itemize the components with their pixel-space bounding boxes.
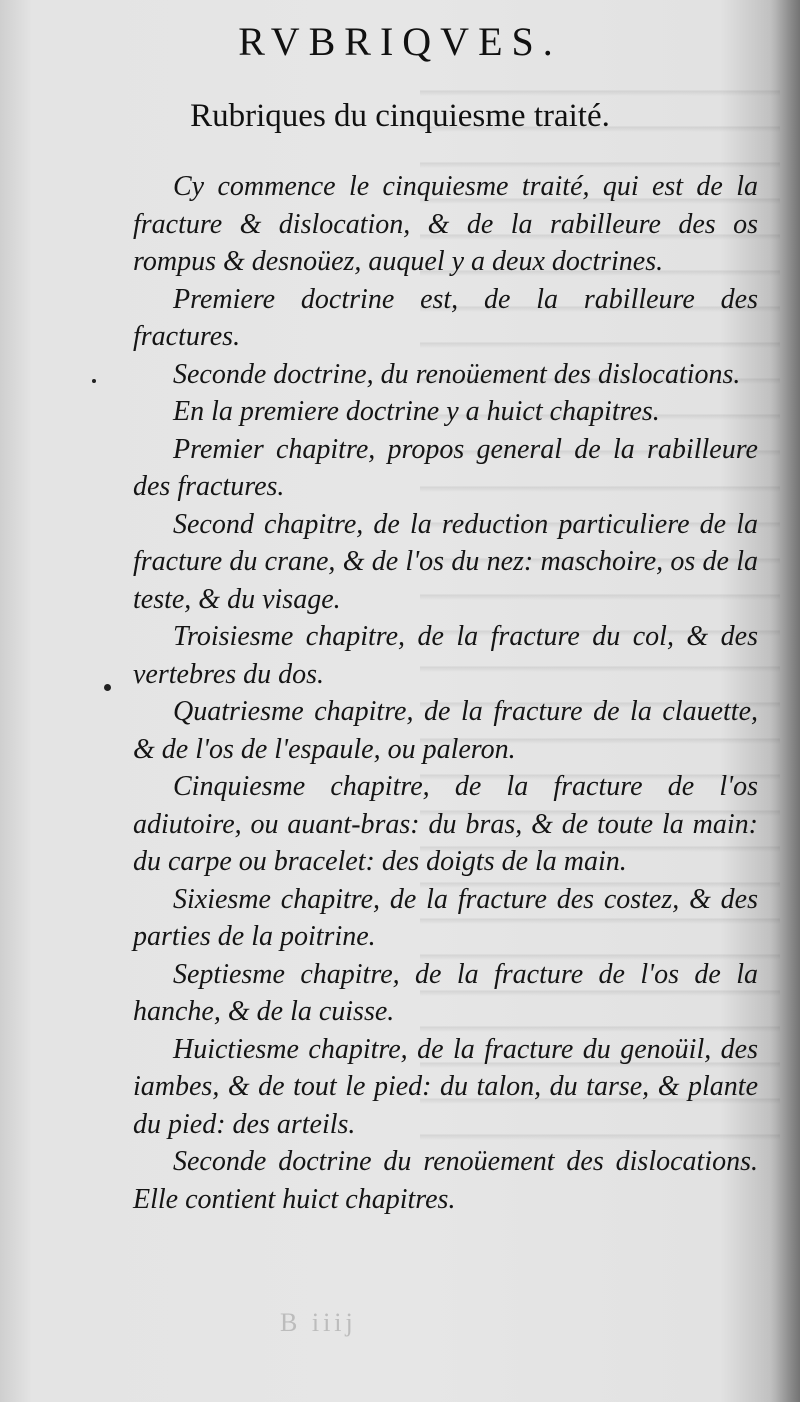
rubric-paragraph: Huictiesme chapitre, de la fracture du genoüil, des iambes, & de tout le pied: du talon, du tarse, & plante du pied: des arteils.: [133, 1033, 758, 1140]
rubric-paragraph: Cinquiesme chapitre, de la fracture de l'os adiutoire, ou auant-bras: du bras, & de toute la main: du carpe ou bracelet: des doigts de la main.: [133, 771, 758, 877]
gutter-shadow: [770, 0, 800, 1402]
running-header: RVBRIQVES.: [238, 19, 562, 64]
rubric-paragraph: Quatriesme chapitre, de la fracture de la clauette, & de l'os de l'espaule, ou paleron.: [133, 696, 758, 765]
signature-mark: B iiij: [280, 1308, 357, 1337]
rubric-paragraph: Cy commence le cinquiesme traité, qui est de la fracture & dislocation, & de la rabilleure des os rompus & desnoüez, auquel y a deux doctrines.: [133, 171, 758, 277]
rubric-paragraph: En la premiere doctrine y a huict chapitres.: [173, 396, 660, 427]
rubric-list: [133, 168, 758, 1218]
rubric-paragraph: Premiere doctrine est, de la rabilleure des fractures.: [133, 283, 758, 352]
rubric-paragraph: Seconde doctrine du renoüement des dislocations. Elle contient huict chapitres.: [133, 1146, 758, 1215]
rubric-paragraph: Seconde doctrine, du renoüement des dislocations.: [173, 358, 741, 390]
rubric-paragraph: Septiesme chapitre, de la fracture de l'os de la hanche, & de la cuisse.: [133, 958, 758, 1027]
rubric-paragraph: Sixiesme chapitre, de la fracture des costez, & des parties de la poitrine.: [133, 883, 758, 952]
section-title: Rubriques du cinquiesme traité.: [190, 98, 610, 134]
rubric-paragraph: Premier chapitre, propos general de la rabilleure des fractures.: [133, 433, 758, 502]
ink-spot: [104, 684, 111, 691]
ink-spot: [92, 379, 96, 383]
rubric-paragraph: Second chapitre, de la reduction particuliere de la fracture du crane, & de l'os du nez: maschoire, os de la teste, & du visage.: [133, 508, 758, 615]
rubric-paragraph: Troisiesme chapitre, de la fracture du col, & des vertebres du dos.: [133, 621, 758, 690]
